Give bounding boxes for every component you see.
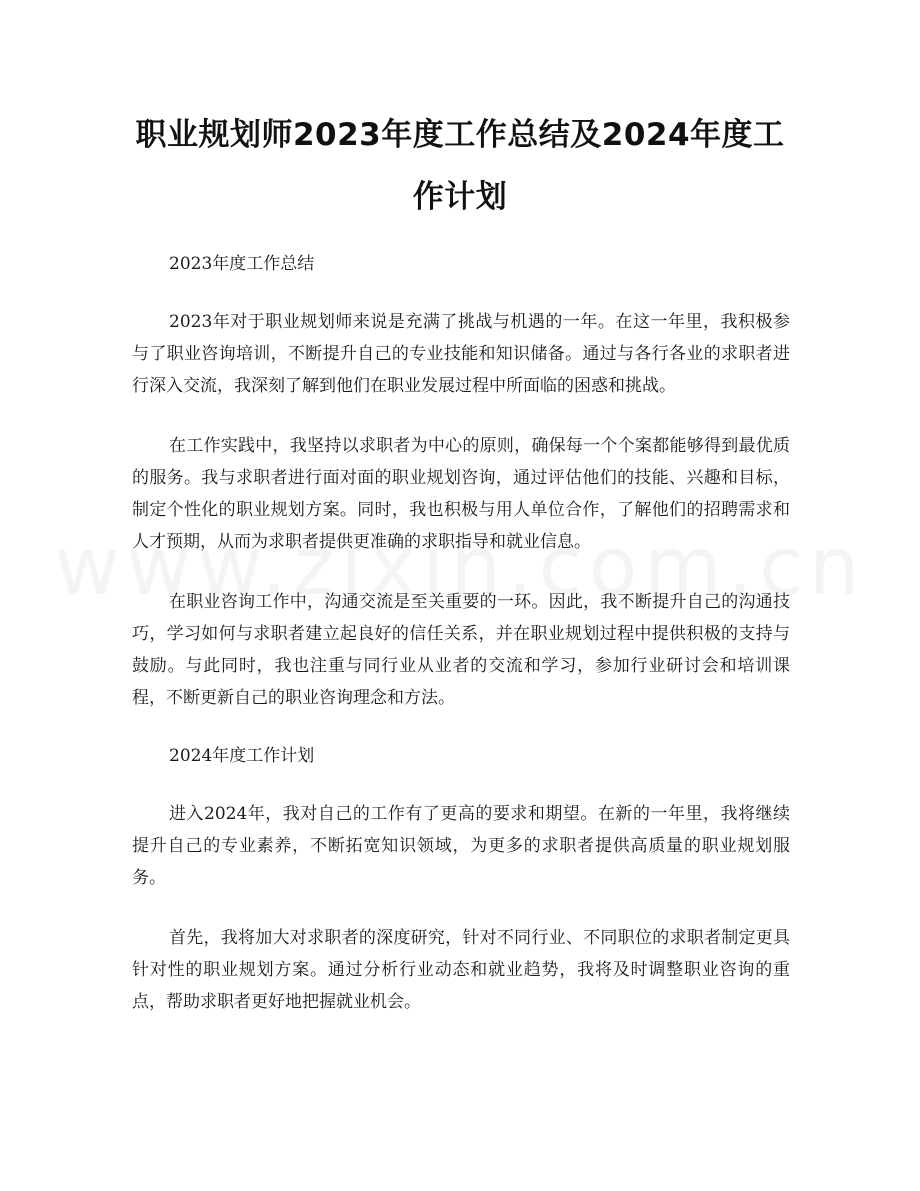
paragraph: 进入2024年，我对自己的工作有了更高的要求和期望。在新的一年里，我将继续提升自己的专业素养，不断拓宽知识领域，为更多的求职者提供高质量的职业规划服务。	[132, 804, 790, 888]
paragraph: 首先，我将加大对求职者的深度研究，针对不同行业、不同职位的求职者制定更具针对性的职业规划方案。通过分析行业动态和就业趋势，我将及时调整职业咨询的重点，帮助求职者更好地把握就业机会。	[132, 928, 790, 1012]
section-heading-2024-plan: 2024年度工作计划	[169, 746, 315, 766]
document-title: 职业规划师2023年度工作总结及2024年度工作计划	[135, 117, 785, 215]
paragraph: 在工作实践中，我坚持以求职者为中心的原则，确保每一个个案都能够得到最优质的服务。我与求职者进行面对面的职业规划咨询，通过评估他们的技能、兴趣和目标，制定个性化的职业规划方案。同时，我也积极与用人单位合作，了解他们的招聘需求和人才预期，从而为求职者提供更准确的求职指导和就业信息。	[132, 436, 790, 552]
paragraph: 2023年对于职业规划师来说是充满了挑战与机遇的一年。在这一年里，我积极参与了职业咨询培训，不断提升自己的专业技能和知识储备。通过与各行各业的求职者进行深入交流，我深刻了解到他们在职业发展过程中所面临的困惑和挑战。	[132, 312, 790, 396]
document-body	[132, 250, 790, 1046]
paragraph: 在职业咨询工作中，沟通交流是至关重要的一环。因此，我不断提升自己的沟通技巧，学习如何与求职者建立起良好的信任关系，并在职业规划过程中提供积极的支持与鼓励。与此同时，我也注重与同行业从业者的交流和学习，参加行业研讨会和培训课程，不断更新自己的职业咨询理念和方法。	[132, 592, 790, 708]
section-heading-2023-summary: 2023年度工作总结	[169, 254, 315, 274]
